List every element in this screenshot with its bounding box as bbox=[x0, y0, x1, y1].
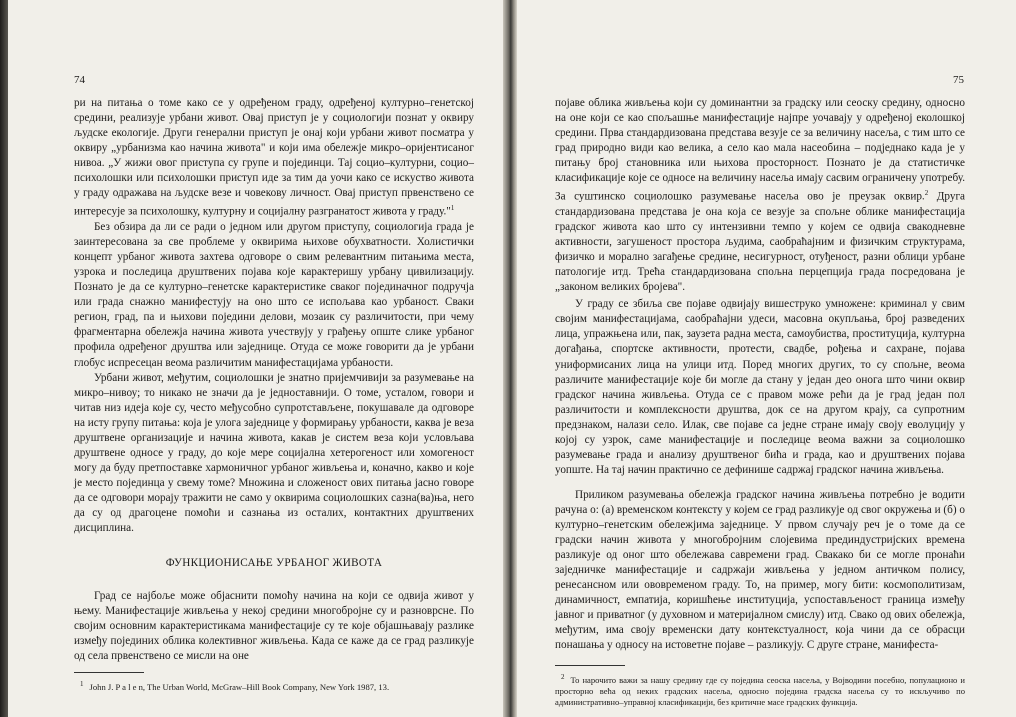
footnote-rule bbox=[74, 672, 144, 673]
left-page bbox=[8, 0, 503, 717]
footnote-ref-1: 1 bbox=[450, 204, 455, 213]
left-body bbox=[74, 96, 474, 693]
right-page bbox=[517, 0, 1016, 717]
footnote-2: $^2$ То нарочито важи за нашу средину где су поједина сеоска насеља, у Војводини посебно, популационо и просторно већа од неких градских насеља, односно поједина градска насеља су то искључиво по административно–управној класификацији, без критичне масе градских функција. bbox=[555, 673, 965, 708]
page-number-right: 75 bbox=[953, 74, 964, 86]
book-gutter bbox=[503, 0, 517, 717]
section-heading: ФУНКЦИОНИСАЊЕ УРБАНОГ ЖИВОТА bbox=[165, 557, 383, 570]
paragraph-6: У граду се збиља све појаве одвијају вишеструко умножене: криминал у свим својим манифестацијама, саобраћајни удеси, масовна окупљања, број разведених лица, упражњена или, пак, заузета радна места, самоубиства, проституција, културна догађања, спортске активности, протести, свадбе, рођења и сахране, појава униформисаних лица на улици итд. Поред многих других, то су спољне, веома различите манифестације које би могле да стану у један део онога што чини оквир градског начина живљења. Отуда се с правом може рећи да је град један пол различитости и комплексности друштва, док се на другом крају, са супротним предзнаком, налази село. Илак, све појаве са једне стране имају своју еволуцију у којој су узрок, саме манифестације и последице веома важни за социолошко разумевање града и анализу друштвеног бића и града, као и друштвених појава уопште. На тај начин практично се дефинише садржај градског начина живљења. bbox=[555, 298, 965, 476]
footnote-rule-right bbox=[555, 665, 625, 666]
right-body bbox=[555, 96, 965, 708]
book-edge bbox=[0, 0, 8, 717]
paragraph-5: појаве облика живљења који су доминантни за градску или сеоску средину, односно на оне који се као спољашње манифестације најпре уочавају у одређеној еколошкој средини. Прва стандардизована представа везује се за величину насеља, с тим што се град природно види као велика, а село као мала насеобина – подједнако када је у питању број становника или њихова просторност. Познато је да статистичке класификације које се односе на величину насеља имају сасвим ограничену употребу. За суштинско социолошко разумевање насеља ово је преузак оквир.$^2$ Друга стандардизована представа је она која се везује за спољне облике манифестација градског живота као што су интензивни темпо у којем се одвија свакодневне активности, загушеност простора људима, саобраћајним и физичким структурама, физичко и морално загађење средине, несигурност, отуђеност, разни облици урбане патологије итд. Трећа стандардизована спољна перцепција града посредована је „законом великих бројева". bbox=[555, 97, 966, 294]
footnote-1: $^1$ John J. P a l e n, The Urban World, McGraw–Hill Book Company, New York 1987, 13. bbox=[80, 680, 390, 693]
paragraph-7: Приликом разумевања обележја градског начина живљења потребно је водити рачуна о: (а) временском контексту у којем се град разликује од свог окружења и (б) о културно–генетским обележјима заједнице. У првом случају реч је о томе да се градски начин живота у многобројним слојевима прединдустријских времена разликује од оног што обележава савремени град. Свакако би се могле пронаћи заједничке манифестације и садржаји живљења у једном античком полису, ренесансном или ововременом граду. То, на пример, могу бити: космополитизам, динамичност, емпатија, коришћење институција, успостављеност граница између јавног и приватног (у духовном и материјалном смислу) итд. Свако од ових обележја, међутим, има своју временски дату контекстуалност, која чини да се обрасци понашања у односу на истоветне појаве – разликују. С друге стране, манифеста- bbox=[555, 488, 965, 652]
paragraph-4: Град се најбоље може објаснити помоћу начина на који се одвија живот у њему. Манифестације живљења у некој средини многобројне су и разноврсне. По својим основним карактеристикама манифестације су те које објашњавају разлике између појединих облика колективног живљења. Када се каже да се град разликује од села првенствено се мисли на оне bbox=[74, 590, 474, 663]
paragraph-2: Без обзира да ли се ради о једном или другом приступу, социологија града је заинтересована за све проблеме у оквирима њихове обухватности. Холистички концепт урбаног живота захтева одговоре о свим релевантним питањима места, узрока и последица друштвених појава које карактеришу урбану цивилизацију. Познато је да се културно–генетске карактеристике сваког појединачног подручја или града снажно манифестују на оно што се испољава као урбаност. Сваки регион, град, па и њихови поједини делови, мозаик су различитости, при чему фрагментарна обележја начина живота учествују у грађењу опште слике урбаног профила одређеног друштва или заједнице. Отуда се може говорити да је урбани глобус испресецан веома различитим манифестацијама урбаности. bbox=[74, 221, 474, 369]
footnote-ref-2: 2 bbox=[924, 189, 929, 198]
page-number-left: 74 bbox=[74, 74, 85, 86]
paragraph-3: Урбани живот, међутим, социолошки је знатно пријемчивији за разумевање на микро–нивоу; то никако не значи да је једноставнији. О томе, усталом, говори и читав низ идеја које су, често међусобно супротстављене, покушавале да одговоре на исту групу питања: која је улога заједнице у формирању урбаности, каква је веза друштвене организације и начина живота, какав је систем веза који условљава друштвене односе у граду, до које мере социјална хетерогеност или хомогеност могу да буду претпоставке хармоничног урбаног живљења и, коначно, какво и које је место појединца у свему томе? Множина и сложеност ових питања јасно говоре да се одговори морају тражити не само у оквирима социолошких сазна(ва)ња, него да су од драгоцене помоћи и сазнања из осталих, контактних друштвених дисциплина. bbox=[74, 371, 474, 535]
paragraph-1: ри на питања о томе како се у одређеном граду, одређеној културно–генетској средини, реализује урбани живот. Овај приступ је у социологији познат у оквиру људске екологије. Други генерални приступ је онај који урбани живот посматра у оквиру „урбанизма као начина живота" и који има обележје микро–оријентисаног нивоа. „У жижи овог приступа су групе и појединци. Тај социо–културни, социо–психолошки или психолошки приступ иде за тим да уочи како се искуство живота у граду одражава на људске везе и човекову личност. Овај приступ првенствено се интересује за психолошку, културну и социјалну разгранатост живота у граду."$^1$ bbox=[74, 97, 474, 219]
